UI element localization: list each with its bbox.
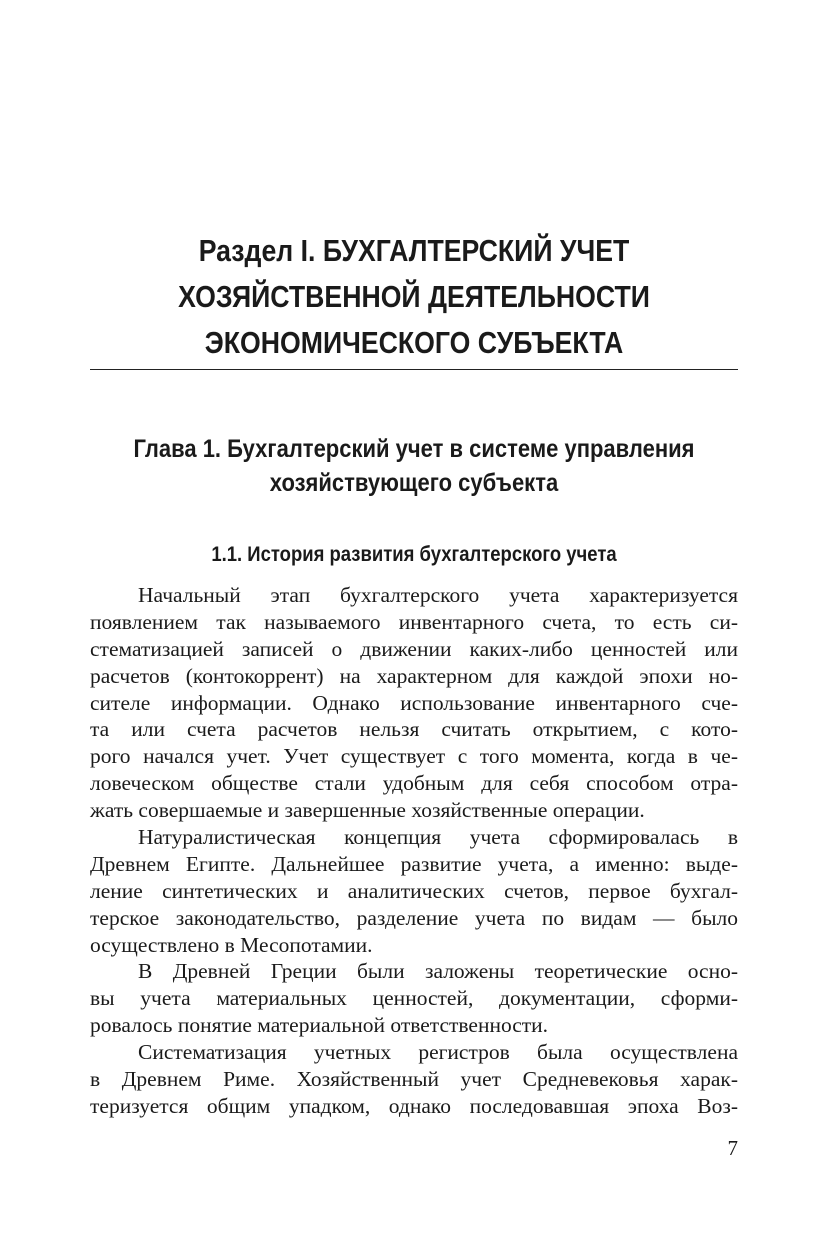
chapter-title-line: Глава 1. Бухгалтерский учет в системе управления	[133, 435, 695, 463]
text-line: та или счета расчетов нельзя считать открытием, с кото-	[90, 717, 738, 742]
text-line: рого начался учет. Учет существует с того момента, когда в че-	[90, 744, 738, 769]
text-line: ление синтетических и аналитических счетов, первое бухгал-	[90, 878, 738, 903]
text-line: в Древнем Риме. Хозяйственный учет Средневековья харак-	[90, 1067, 738, 1092]
text-line: Натуралистическая концепция учета сформировалась в	[138, 825, 738, 850]
chapter-title	[129, 432, 699, 500]
body-text	[90, 582, 738, 1120]
section-title-line: ХОЗЯЙСТВЕННОЙ ДЕЯТЕЛЬНОСТИ	[178, 279, 650, 314]
text-line: ровалось понятие материальной ответственности.	[90, 1013, 549, 1038]
chapter-title-line: хозяйствующего субъекта	[269, 469, 559, 497]
text-line: сителе информации. Однако использование инвентарного сче-	[90, 690, 738, 715]
section-title-line: Раздел I. БУХГАЛТЕРСКИЙ УЧЕТ	[198, 233, 630, 268]
text-line: Систематизация учетных регистров была осуществлена	[138, 1040, 738, 1065]
text-line: терское законодательство, разделение учета по видам — было	[90, 905, 738, 930]
text-line: теризуется общим упадком, однако последовавшая эпоха Воз-	[90, 1093, 738, 1118]
text-line: Древнем Египте. Дальнейшее развитие учета, а именно: выде-	[90, 851, 738, 876]
text-line: Начальный этап бухгалтерского учета характеризуется	[138, 583, 738, 607]
text-line: осуществлено в Месопотамии.	[90, 932, 373, 957]
section-title-line: ЭКОНОМИЧЕСКОГО СУБЪЕКТА	[204, 325, 624, 360]
section-title	[135, 228, 692, 366]
text-line: появлением так называемого инвентарного счета, то есть си-	[90, 609, 738, 634]
page-number: 7	[727, 1136, 738, 1160]
text-line: расчетов (контокоррент) на характерном для каждой эпохи но-	[90, 663, 738, 688]
subsection-title: 1.1. История развития бухгалтерского учета	[211, 543, 617, 566]
text-line: стематизацией записей о движении каких-либо ценностей или	[90, 636, 738, 661]
text-line: ловеческом обществе стали удобным для себя способом отра-	[90, 771, 738, 796]
text-line: жать совершаемые и завершенные хозяйственные операции.	[90, 798, 645, 823]
text-line: В Древней Греции были заложены теоретические осно-	[138, 959, 738, 984]
text-line: вы учета материальных ценностей, документации, сформи-	[90, 986, 738, 1011]
section-divider	[90, 369, 738, 370]
